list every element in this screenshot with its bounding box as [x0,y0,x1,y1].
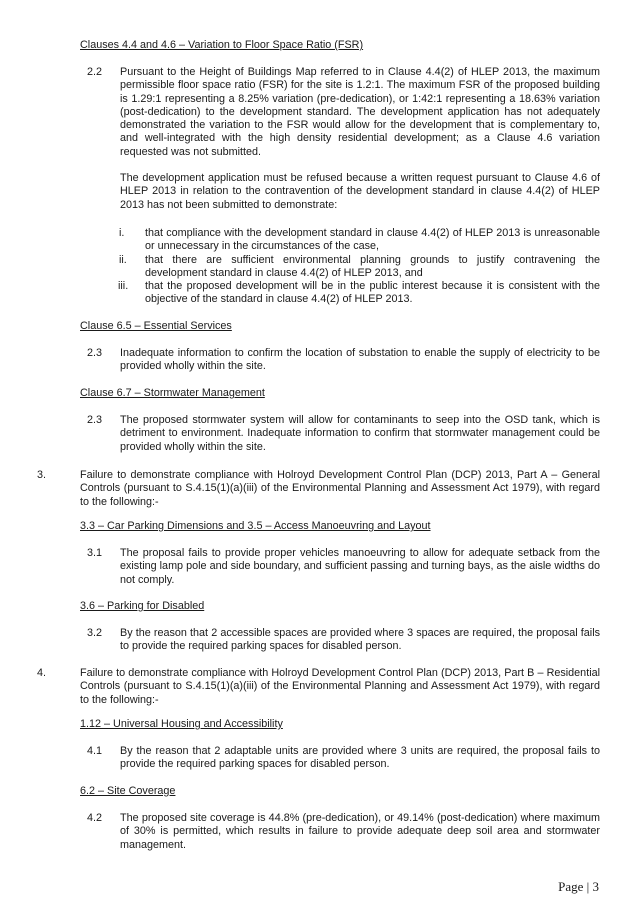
clause-number-2-3a: 2.3 [87,347,103,359]
paragraph-3-1: The proposal fails to provide proper vehicles manoeuvring to allow for adequate setback from the existing lamp pole and side boundary, and sufficient passing and turning bays, as the aisle widths do not comply. [120,547,600,586]
heading-site-coverage: 6.2 – Site Coverage [80,785,176,797]
paragraph-4-2: The proposed site coverage is 44.8% (pre-dedication), or 49.14% (post-dedication) where maximum of 30% is permitted, which results in failure to provide adequate deep soil area and stormwater management. [120,812,600,851]
clause-number-2-2: 2.2 [87,66,103,78]
page-number-footer: Page | 3 [558,879,599,894]
clause-number-4-2: 4.2 [87,812,103,824]
section-number-3: 3. [37,469,47,481]
section-3-text: Failure to demonstrate compliance with Holroyd Development Control Plan (DCP) 2013, Part A – General Controls (pursuant to S.4.15(1)(a)(iii) of the Environmental Planning and Assessment Act 1979), with regard to the following:- [80,469,600,508]
section-4-text: Failure to demonstrate compliance with Holroyd Development Control Plan (DCP) 2013, Part B – Residential Controls (pursuant to S.4.15(1)(a)(iii) of the Environmental Planning and Assessment Act 1979), with regard to the following:- [80,667,600,706]
heading-car-parking: 3.3 – Car Parking Dimensions and 3.5 – Access Manoeuvring and Layout [80,520,431,532]
clause-number-3-2: 3.2 [87,627,103,639]
clause-number-4-1: 4.1 [87,745,103,757]
list-item-i: that compliance with the development standard in clause 4.4(2) of HLEP 2013 is unreasonable or unnecessary in the circumstances of the case, [145,227,600,253]
paragraph-2-2: Pursuant to the Height of Buildings Map referred to in Clause 4.4(2) of HLEP 2013, the maximum permissible floor space ratio (FSR) for the site is 1.2:1. The maximum FSR of the proposed building is 1.29:1 representing a 8.25% variation (pre-dedication), or 1:42:1 representing a 18.63% variation (post-dedication) to the development standard. The development application has not adequately demonstrated the variation to the FSR would allow for the development that is complementary to, and well-integrated with the high density residential development; as a Clause 4.6 variation requested was not submitted. [120,66,600,158]
clause-number-3-1: 3.1 [87,547,103,559]
list-item-ii: that there are sufficient environmental planning grounds to justify contravening the development standard in clause 4.4(2) of HLEP 2013, and [145,254,600,280]
heading-fsr: Clauses 4.4 and 4.6 – Variation to Floor Space Ratio (FSR) [80,39,364,51]
list-number-ii: ii. [119,254,127,266]
paragraph-2-2-refusal: The development application must be refused because a written request pursuant to Clause 4.6 of HLEP 2013 in relation to the contravention of the development standard in clause 4.4(2) of HLEP 2013 has not been submitted to demonstrate: [120,172,600,211]
heading-essential-services: Clause 6.5 – Essential Services [80,320,232,332]
list-number-iii: iii. [118,280,129,292]
heading-universal-housing: 1.12 – Universal Housing and Accessibility [80,718,283,730]
clause-number-2-3b: 2.3 [87,414,103,426]
list-number-i: i. [119,227,125,239]
paragraph-4-1: By the reason that 2 adaptable units are provided where 3 units are required, the proposal fails to provide the required parking spaces for disabled person. [120,745,600,771]
paragraph-3-2: By the reason that 2 accessible spaces are provided where 3 spaces are required, the proposal fails to provide the required parking spaces for disabled person. [120,627,600,653]
paragraph-2-3-essential: Inadequate information to confirm the location of substation to enable the supply of electricity to be provided wholly within the site. [120,347,600,373]
paragraph-2-3-stormwater: The proposed stormwater system will allow for contaminants to seep into the OSD tank, which is detriment to environment. Inadequate information to confirm that stormwater management could be provided wholly within the site. [120,414,600,453]
list-item-iii: that the proposed development will be in the public interest because it is consistent with the objective of the standard in clause 4.4(2) of HLEP 2013. [145,280,600,306]
section-number-4: 4. [37,667,47,679]
heading-parking-disabled: 3.6 – Parking for Disabled [80,600,205,612]
heading-stormwater: Clause 6.7 – Stormwater Management [80,387,265,399]
